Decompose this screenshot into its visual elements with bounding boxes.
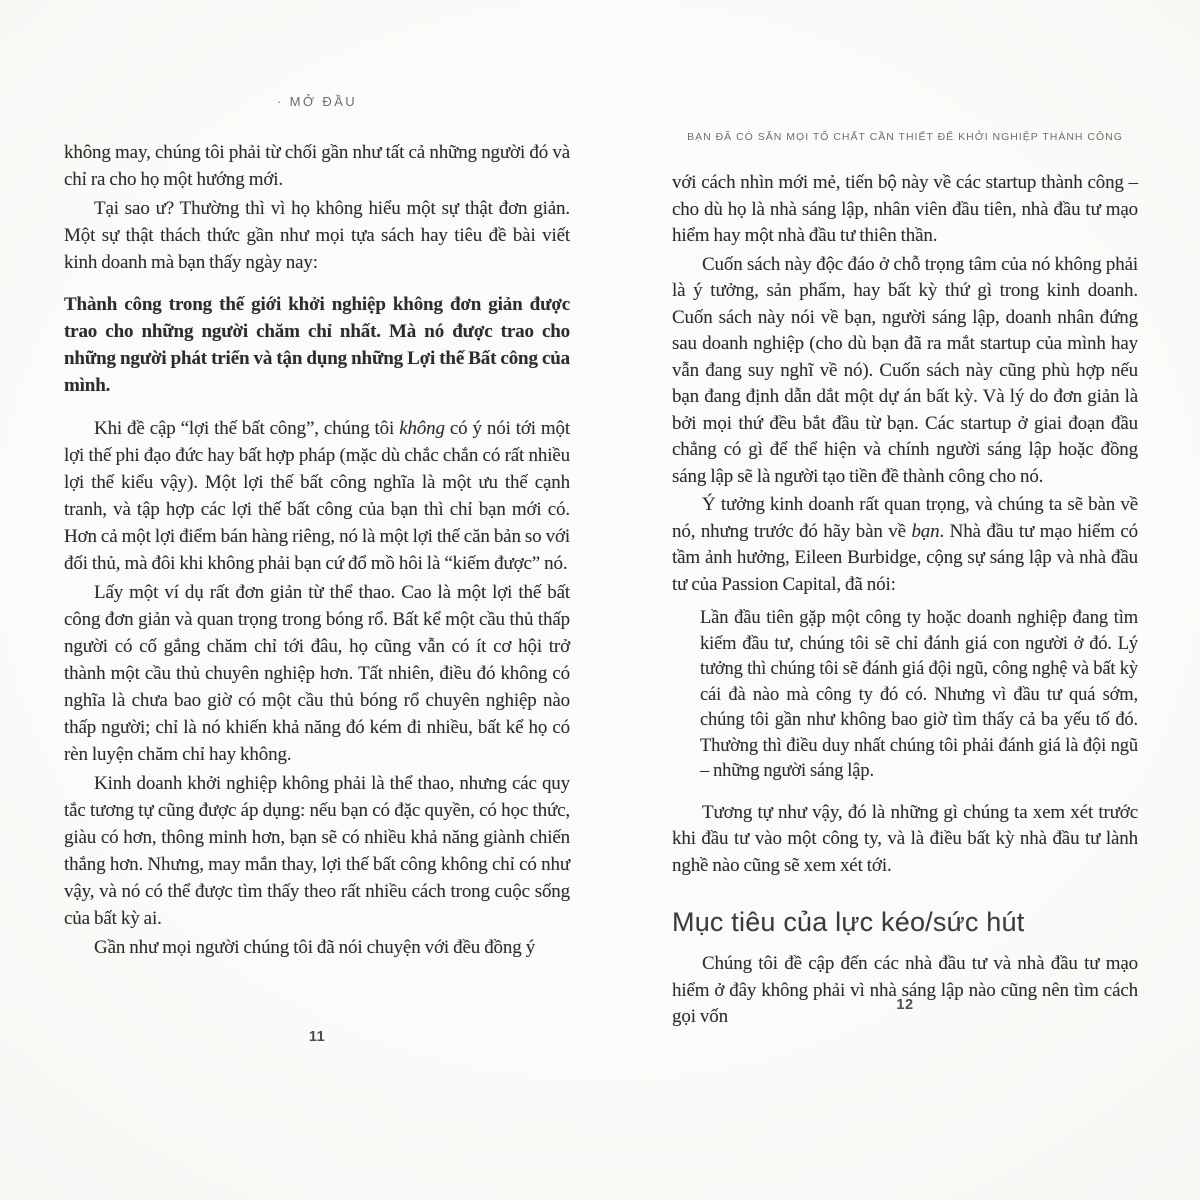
para-thesis-bold: Thành công trong thế giới khởi nghiệp không đơn giản được trao cho những người chăm chỉ nhất. Mà nó được trao cho những người phát triển và tận dụng những Lợi thế Bất công của mình. bbox=[64, 294, 570, 396]
para-fresh-view: với cách nhìn mới mẻ, tiến bộ này về các startup thành công – cho dù họ là nhà sáng lập, nhân viên đầu tiên, nhà đầu tư mạo hiểm hay một nhà đầu tư thiên thần. bbox=[672, 172, 1138, 246]
para-why: Tại sao ư? Thường thì vì họ không hiểu một sự thật đơn giản. Một sự thật thách thức gần như mọi tựa sách hay tiêu đề bài viết kinh doanh mà bạn thấy ngày nay: bbox=[64, 198, 570, 273]
page-left-body bbox=[64, 139, 570, 963]
para-about-you: Cuốn sách này độc đáo ở chỗ trọng tâm của nó không phải là ý tưởng, sản phẩm, hay bất kỳ thứ gì trong kinh doanh. Cuốn sách này nói về bạn, người sáng lập, doanh nhân đứng sau doanh nghiệp (cho dù bạn đã ra mắt startup của mình hay vẫn đang suy nghĩ về nó). Cuốn sách này cũng phù hợp nếu bạn đang định dẫn dắt một dự án bất kỳ. Và lý do đơn giản là bởi mọi thứ đều bắt đầu từ bạn. Các startup ở giai đoạn đầu chẳng có gì để thể hiện và chính người sáng lập hoặc đồng sáng lập sẽ là người tạo tiền đề thành công cho nó. bbox=[672, 253, 1138, 487]
para-investors-mention: Chúng tôi đề cập đến các nhà đầu tư và nhà đầu tư mạo hiểm ở đây không phải vì nhà sáng lập nào cũng nên tìm cách gọi vốn bbox=[672, 953, 1138, 1027]
page-left bbox=[64, 0, 570, 1200]
page-right-body bbox=[672, 170, 1138, 1033]
para-sports-example: Lấy một ví dụ rất đơn giản từ thể thao. Cao là một lợi thế bất công đơn giản và quan trọng trong bóng rổ. Bất kể một cầu thủ thấp người có cố gắng chăm chỉ tới đâu, họ cũng vẫn có ít cơ hội trở thành một cầu thủ chuyên nghiệp hơn. Tất nhiên, điều đó không có nghĩa là chưa bao giờ có một cầu thủ bóng rổ chuyên nghiệp nào thấp người; chỉ là nó khiến khả năng đó kém đi nhiều, bất kể họ có rèn luyện chăm chỉ hay không. bbox=[64, 582, 570, 765]
blockquote-eileen-burbidge: Lần đầu tiên gặp một công ty hoặc doanh nghiệp đang tìm kiếm đầu tư, chúng tôi sẽ chỉ đánh giá con người ở đó. Lý tưởng thì chúng tôi sẽ đánh giá đội ngũ, công nghệ và bất kỳ cái đà nào mà công ty đó có. Nhưng vì đầu tư quá sớm, chúng tôi gần như không bao giờ tìm thấy cả ba yếu tố đó. Thường thì điều duy nhất chúng tôi phải đánh giá là đội ngũ – những người sáng lập. bbox=[700, 608, 1138, 781]
para-rejection: không may, chúng tôi phải từ chối gần như tất cả những người đó và chỉ ra cho họ một hướng mới. bbox=[64, 142, 570, 190]
para-unfair-run-pre: Khi đề cập “lợi thế bất công”, chúng tôi bbox=[94, 418, 400, 439]
page-number-left: 11 bbox=[308, 1029, 326, 1045]
running-header-left: · MỞ ĐẦU bbox=[276, 94, 358, 109]
para-similar: Tương tự như vậy, đó là những gì chúng ta xem xét trước khi đầu tư vào một công ty, và là điều bất kỳ nhà đầu tư lành nghề nào cũng sẽ xem xét tới. bbox=[672, 801, 1138, 876]
para-unfair-run-italic: không bbox=[399, 418, 445, 439]
section-heading-traction: Mục tiêu của lực kéo/sức hút bbox=[672, 907, 1025, 937]
para-agreement: Gần như mọi người chúng tôi đã nói chuyện với đều đồng ý bbox=[94, 937, 536, 958]
para-unfair-run-post: có ý nói tới một lợi thế phi đạo đức hay bất hợp pháp (mặc dù chắc chắn có rất nhiều lợi thế kiểu vậy). Một lợi thế bất công nghĩa là một ưu thế cạnh tranh, và tập hợp các lợi thế bất công của bạn thì chỉ bạn mới có. Hơn cả một lợi điểm bán hàng riêng, nó là một lợi thế căn bản so với đối thủ, mà đôi khi không phải bạn cứ đổ mồ hôi là “kiếm được” nó. bbox=[64, 418, 571, 574]
page-right bbox=[672, 0, 1138, 1200]
page-number-right: 12 bbox=[896, 997, 914, 1013]
para-idea-run-italic: bạn bbox=[911, 520, 940, 542]
para-idea-run-pre: Ý tưởng kinh doanh rất quan trọng, và chúng ta sẽ bàn về nó, nhưng trước đó hãy bàn về bbox=[672, 494, 1138, 542]
para-unfair-advantage bbox=[64, 415, 570, 577]
running-header-right: BẠN ĐÃ CÓ SẴN MỌI TỐ CHẤT CẦN THIẾT ĐỂ KHỞI NGHIỆP THÀNH CÔNG bbox=[687, 131, 1123, 143]
para-business-rules: Kinh doanh khởi nghiệp không phải là thể thao, nhưng các quy tắc tương tự cũng được áp dụng: nếu bạn có đặc quyền, có học thức, giàu có hơn, thông minh hơn, bạn sẽ có nhiều khả năng giành chiến thắng hơn. Nhưng, may mắn thay, lợi thế bất công không chỉ có như vậy, và nó có thể được tìm thấy theo rất nhiều cách trong cuộc sống của bất kỳ ai. bbox=[64, 773, 570, 929]
para-idea-run-post: . Nhà đầu tư mạo hiểm có tầm ảnh hưởng, Eileen Burbidge, cộng sự sáng lập và nhà đầu tư của Passion Capital, đã nói: bbox=[672, 520, 1139, 595]
para-idea-vs-you bbox=[672, 492, 1138, 598]
